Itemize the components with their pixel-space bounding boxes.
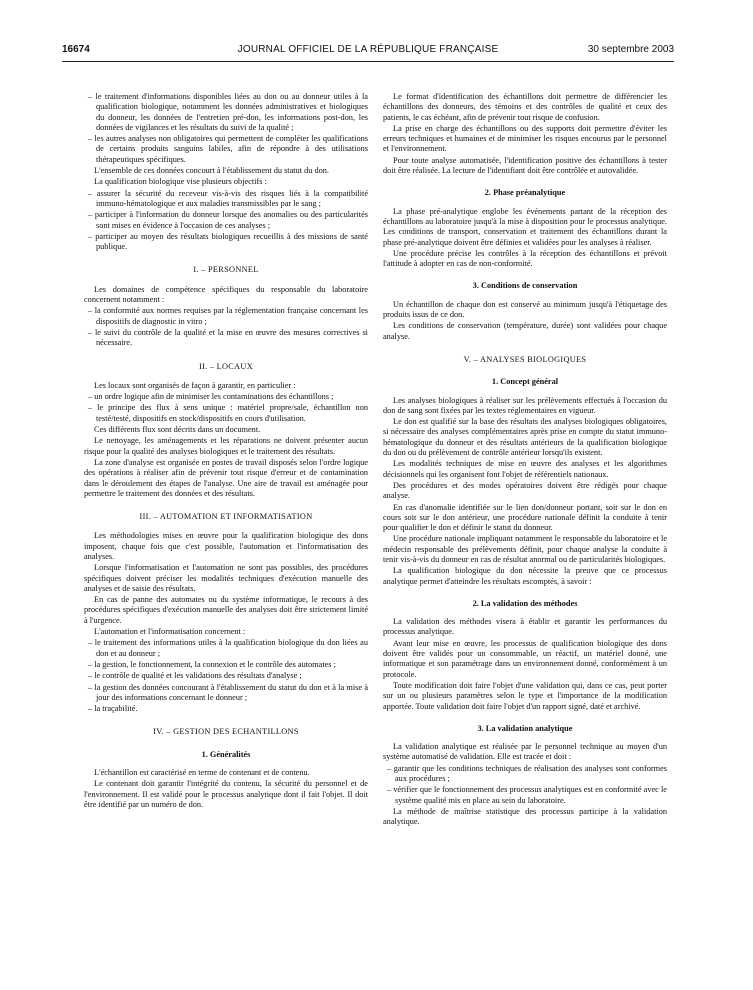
paragraph: La phase pré-analytique englobe les événements partant de la réception des échantillons au laboratoire jusqu'à la mise à disposition pour le processus analytique. Les conditions de transport, conservation et traitement des échantillons durant la phase pré-analytique doivent être définies et validées pour les analyses à réaliser. [383,206,667,247]
list-item: – la gestion, le fonctionnement, la connexion et le contrôle des automates ; [88,659,336,669]
list-item: – garantir que les conditions techniques de réalisation des analyses sont conformes aux procédures ; [387,763,667,784]
left-column [84,92,368,977]
subsection-heading: 3. La validation analytique [477,723,573,733]
list-item: – la gestion des données concourant à l'établissement du statut du don et à la mise à jour des informations concernant le donneur ; [88,682,368,702]
paragraph: Une procédure nationale impliquant notamment le responsable du laboratoire et le médecin responsable des prélèvements définit, pour chaque analyse la conduite à tenir vis-à-vis du donneur en cas de résultat anormal ou de particularités biologiques. [383,534,667,564]
paragraph: La qualification biologique du don nécessite la preuve que ce processus analytique permet d'atteindre les résultats escomptés, à savoir : [383,566,667,586]
paragraph: Les conditions de conservation (température, durée) sont validées pour chaque analyse. [383,321,667,341]
paragraph: L'ensemble de ces données concourt à l'établissement du statut du don. [94,166,330,176]
paragraph: Les locaux sont organisés de façon à garantir, en particulier : [94,380,296,390]
paragraph: Toute modification doit faire l'objet d'une validation qui, dans ce cas, peut porter sur un ou plusieurs paramètres selon le type et l'importance de la modification apportée. Toute validation doit faire l'objet d'un rapport signé, daté et archivé. [383,680,667,711]
paragraph: La zone d'analyse est organisée en postes de travail disposés selon l'ordre logique des opérations à réaliser afin de prévenir tout risque d'erreur et de contamination dans le déroulement des étapes de l'analyse. Une aire de travail est aménagée pour permettre le traitement des données et des résultats. [84,457,368,498]
list-item: – la traçabilité. [88,704,138,714]
list-item: – le contrôle de qualité et les validations des résultats d'analyse ; [88,671,302,681]
paragraph: Le don est qualifié sur la base des résultats des analyses biologiques obligatoires, si nécessaire des analyses complémentaires après prise en compte du statut immuno-hématologique du donneur et des résultats antérieurs de la qualification biologique du don ou du prélèvement de contrôle antérieur lorsqu'ils existent. [383,417,667,458]
paragraph: La méthode de maîtrise statistique des processus participe à la validation analytique. [383,806,667,827]
list-item: – le suivi du contrôle de la qualité et la mise en œuvre des mesures correctives si nécessaire. [88,327,368,348]
paragraph: En cas de panne des automates ou du système informatique, le recours à des procédures spécifiques d'exécution manuelle des analyses doit être strictement limité à l'urgence. [84,595,368,625]
paragraph: Le nettoyage, les aménagements et les réparations ne doivent présenter aucun risque pour la qualité des analyses biologiques et le traitement des résultats. [84,436,368,456]
paragraph: Les méthodologies mises en œuvre pour la qualification biologique des dons imposent, chaque fois que c'est possible, l'automation et l'informatisation des analyses. [84,531,368,561]
header-rule [62,61,674,62]
right-column [383,92,667,977]
section-heading: II. – LOCAUX [198,361,254,371]
paragraph: La qualification biologique vise plusieurs objectifs : [94,177,267,187]
list-item: – assurer la sécurité du receveur vis-à-vis des risques liés à la compatibilité immuno-hématologique et aux maladies transmissibles par le sang ; [88,188,368,208]
paragraph: Les modalités techniques de mise en œuvre des analyses et les algorithmes décisionnels qui les organisent font l'objet de référentiels nationaux. [383,459,667,479]
section-heading: IV. – GESTION DES ECHANTILLONS [153,727,299,737]
list-item: – un ordre logique afin de minimiser les contaminations des échantillons ; [88,392,334,402]
list-item: – le traitement des informations utiles à la qualification biologique du don liées au don et au donneur ; [88,638,368,658]
page-header [62,44,674,58]
list-item: – vérifier que le fonctionnement des processus analytiques est en conformité avec le système qualité mis en place au sein du laboratoire. [387,785,667,805]
page-number: 16674 [62,44,90,55]
paragraph: La prise en charge des échantillons ou des supports doit permettre d'éviter les erreurs techniques et humaines et de minimiser les risques encourus par le personnel et l'environnement. [383,123,667,154]
paragraph: En cas d'anomalie identifiée sur le lien don/donneur portant, soit sur le don en cours soit sur le don antérieur, une procédure nationale définit la conduite à tenir pour qualifier le don et définir le statut du donneur. [383,502,667,533]
paragraph: Une procédure précise les contrôles à la réception des échantillons et prévoit l'attitude à adopter en cas de non-conformité. [383,248,667,269]
section-heading: V. – ANALYSES BIOLOGIQUES [463,354,587,364]
subsection-heading: 2. Phase préanalytique [484,188,566,198]
subsection-heading: 1. Concept général [491,377,559,387]
paragraph: Les analyses biologiques à réaliser sur les prélèvements effectués à l'occasion du don de sang sont fixées par les textes réglementaires en vigueur. [383,395,667,415]
paragraph: Ces différents flux sont décrits dans un document. [94,425,261,435]
paragraph: Les domaines de compétence spécifiques du responsable du laboratoire concernent notamment : [84,284,368,305]
list-item: – le principe des flux à sens unique : matériel propre/sale, échantillon non testé/testé, dispositifs en stock/dispositifs en cours d'utilisation. [88,403,368,423]
paragraph: L'automation et l'informatisation concernent : [94,627,246,637]
section-heading: I. – PERSONNEL [193,265,259,275]
paragraph: Lorsque l'informatisation et l'automation ne sont pas possibles, des procédures spécifiques doivent préciser les modalités techniques d'exécution manuelle des analyses et de saisie des résultats. [84,563,368,593]
subsection-heading: 3. Conditions de conservation [472,281,578,291]
subsection-heading: 2. La validation des méthodes [472,598,578,608]
subsection-heading: 1. Généralités [201,749,251,759]
list-item: – les autres analyses non obligatoires qui permettent de compléter les qualifications de certains produits sanguins labiles, afin de répondre à des utilisations thérapeutiques spécifiques. [88,134,368,164]
publication-date: 30 septembre 2003 [587,44,674,55]
paragraph: Pour toute analyse automatisée, l'identification positive des échantillons à tester doit être réalisée. La lecture de l'identifiant doit être contrôlée et autovalidée. [383,155,667,176]
paragraph: Avant leur mise en œuvre, les processus de qualification biologique des dons doivent être validés pour un consommable, un réactif, un matériel donné, une informatique et son paramétrage dans un environnement donné, conformément à un protocole. [383,638,667,679]
paragraph: La validation des méthodes visera à établir et garantir les performances du processus analytique. [383,617,667,637]
journal-title: JOURNAL OFFICIEL DE LA RÉPUBLIQUE FRANÇAISE [237,44,499,55]
paragraph: Le format d'identification des échantillons doit permettre de différencier les échantillons des donneurs, des témoins et des contrôles de qualité et ceux des patients, le cas échéant, afin de prévenir tout risque de confusion. [383,92,667,122]
section-heading: III. – AUTOMATION ET INFORMATISATION [139,512,313,522]
paragraph: La validation analytique est réalisée par le personnel technique au moyen d'un système automatisé de validation. Elle est tracée et doit : [383,742,667,762]
paragraph: Un échantillon de chaque don est conservé au minimum jusqu'à l'étiquetage des produits issus de ce don. [383,299,667,320]
paragraph: Des procédures et des modes opératoires doivent être rédigés pour chaque analyse. [383,480,667,501]
list-item: – la conformité aux normes requises par la réglementation française concernant les dispositifs de diagnostic in vitro ; [88,306,368,326]
list-item: – le traitement d'informations disponibles liées au don ou au donneur utiles à la qualification biologique, notamment les données administratives et biologiques du donneur, les données de l'entretien pré-don, les informations post-don, les données de vigilances et les résultats du suivi de la qualité ; [88,92,368,132]
paragraph: Le contenant doit garantir l'intégrité du contenu, la sécurité du personnel et de l'environnement. Il est validé pour le processus analytique dont il fait l'objet. Il doit être identifié par un numéro de don. [84,779,368,809]
list-item: – participer au moyen des résultats biologiques recueillis à des missions de santé publique. [88,231,368,252]
list-item: – participer à l'information du donneur lorsque des anomalies ou des particularités sont mises en évidence à l'occasion de ces analyses ; [88,210,368,230]
paragraph: L'échantillon est caractérisé en terme de contenant et de contenu. [94,768,310,778]
